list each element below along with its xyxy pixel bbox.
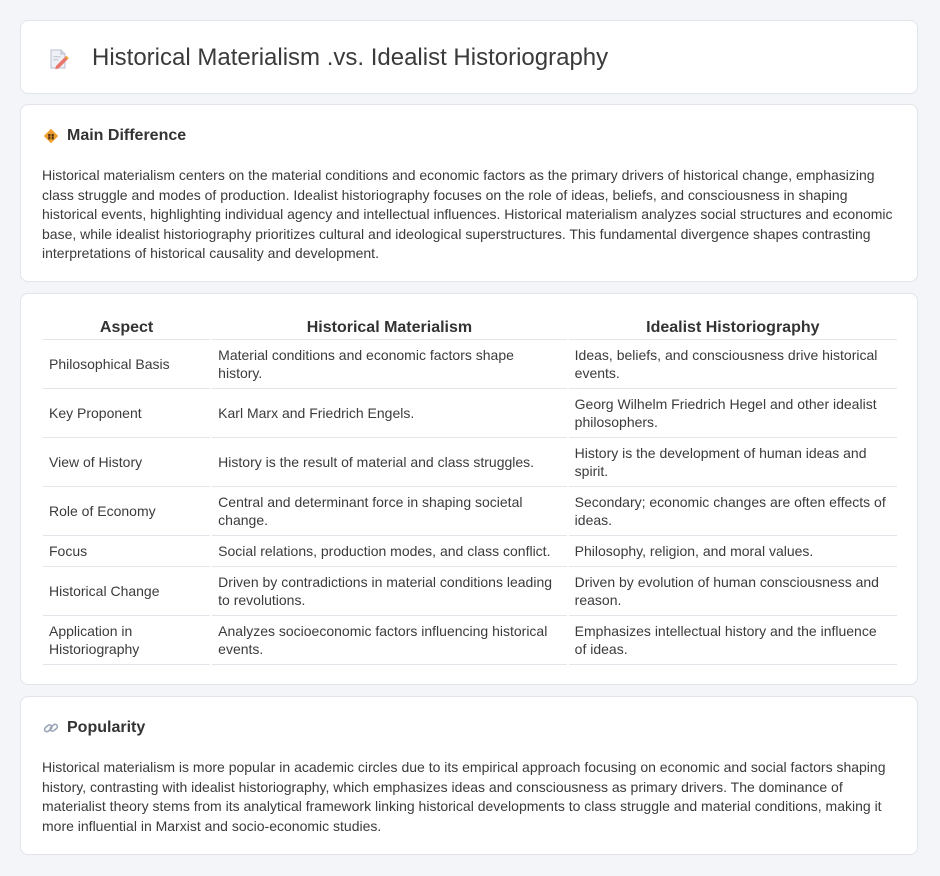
header-card	[20, 20, 918, 94]
main-difference-text: Historical materialism centers on the material conditions and economic factors as the primary drivers of historical change, emphasizing class struggle and modes of production. Idealist historiography focuses on the role of ideas, beliefs, and consciousness in shaping historical events, highlighting individual agency and intellectual influences. Historical materialism analyzes social structures and economic base, while idealist historiography prioritizes cultural and ideological superstructures. This fundamental divergence shapes contrasting interpretations of historical causality and development.	[42, 167, 893, 261]
column-header-aspect: Aspect	[43, 316, 210, 340]
materialism-cell: History is the result of material and class struggles.	[212, 438, 567, 487]
idealism-cell: Emphasizes intellectual history and the influence of ideas.	[569, 616, 897, 665]
page-title: Historical Materialism .vs. Idealist Historiography	[92, 44, 609, 71]
table-header-row	[43, 316, 897, 340]
aspect-cell: Philosophical Basis	[43, 340, 210, 389]
main-difference-title: Main Difference	[67, 127, 187, 144]
column-header-historical-materialism: Historical Materialism	[212, 316, 567, 340]
comparison-table	[41, 316, 899, 665]
idealism-cell: Ideas, beliefs, and consciousness drive historical events.	[569, 340, 897, 389]
main-difference-heading	[43, 127, 186, 145]
main-difference-card	[20, 104, 918, 282]
aspect-cell: View of History	[43, 438, 210, 487]
materialism-cell: Karl Marx and Friedrich Engels.	[212, 389, 567, 438]
aspect-cell: Focus	[43, 536, 210, 567]
popularity-card	[20, 696, 918, 855]
materialism-cell: Social relations, production modes, and class conflict.	[212, 536, 567, 567]
materialism-cell: Driven by contradictions in material conditions leading to revolutions.	[212, 567, 567, 616]
idealism-cell: History is the development of human ideas and spirit.	[569, 438, 897, 487]
idealism-cell: Driven by evolution of human consciousness and reason.	[569, 567, 897, 616]
link-icon	[43, 720, 59, 736]
aspect-cell: Historical Change	[43, 567, 210, 616]
table-row	[43, 389, 897, 438]
document-pencil-icon	[47, 47, 71, 71]
table-row	[43, 438, 897, 487]
table-row	[43, 487, 897, 536]
table-row	[43, 340, 897, 389]
materialism-cell: Analyzes socioeconomic factors influencing historical events.	[212, 616, 567, 665]
materialism-cell: Central and determinant force in shaping societal change.	[212, 487, 567, 536]
idealism-cell: Philosophy, religion, and moral values.	[569, 536, 897, 567]
diamond-sign-icon	[43, 128, 59, 144]
idealism-cell: Georg Wilhelm Friedrich Hegel and other idealist philosophers.	[569, 389, 897, 438]
column-header-idealist-historiography: Idealist Historiography	[569, 316, 897, 340]
popularity-title: Popularity	[67, 719, 146, 736]
comparison-card	[20, 293, 918, 685]
idealism-cell: Secondary; economic changes are often effects of ideas.	[569, 487, 897, 536]
aspect-cell: Application in Historiography	[43, 616, 210, 665]
aspect-cell: Key Proponent	[43, 389, 210, 438]
table-row	[43, 536, 897, 567]
materialism-cell: Material conditions and economic factors shape history.	[212, 340, 567, 389]
popularity-heading	[43, 719, 145, 737]
table-row	[43, 616, 897, 665]
aspect-cell: Role of Economy	[43, 487, 210, 536]
popularity-text: Historical materialism is more popular in academic circles due to its empirical approach focusing on economic and social factors shaping history, contrasting with idealist historiography, which emphasizes ideas and consciousness as primary drivers. The dominance of materialist theory stems from its analytical framework linking historical developments to class struggle and material conditions, making it more influential in Marxist and socio-economic studies.	[42, 759, 886, 834]
table-row	[43, 567, 897, 616]
